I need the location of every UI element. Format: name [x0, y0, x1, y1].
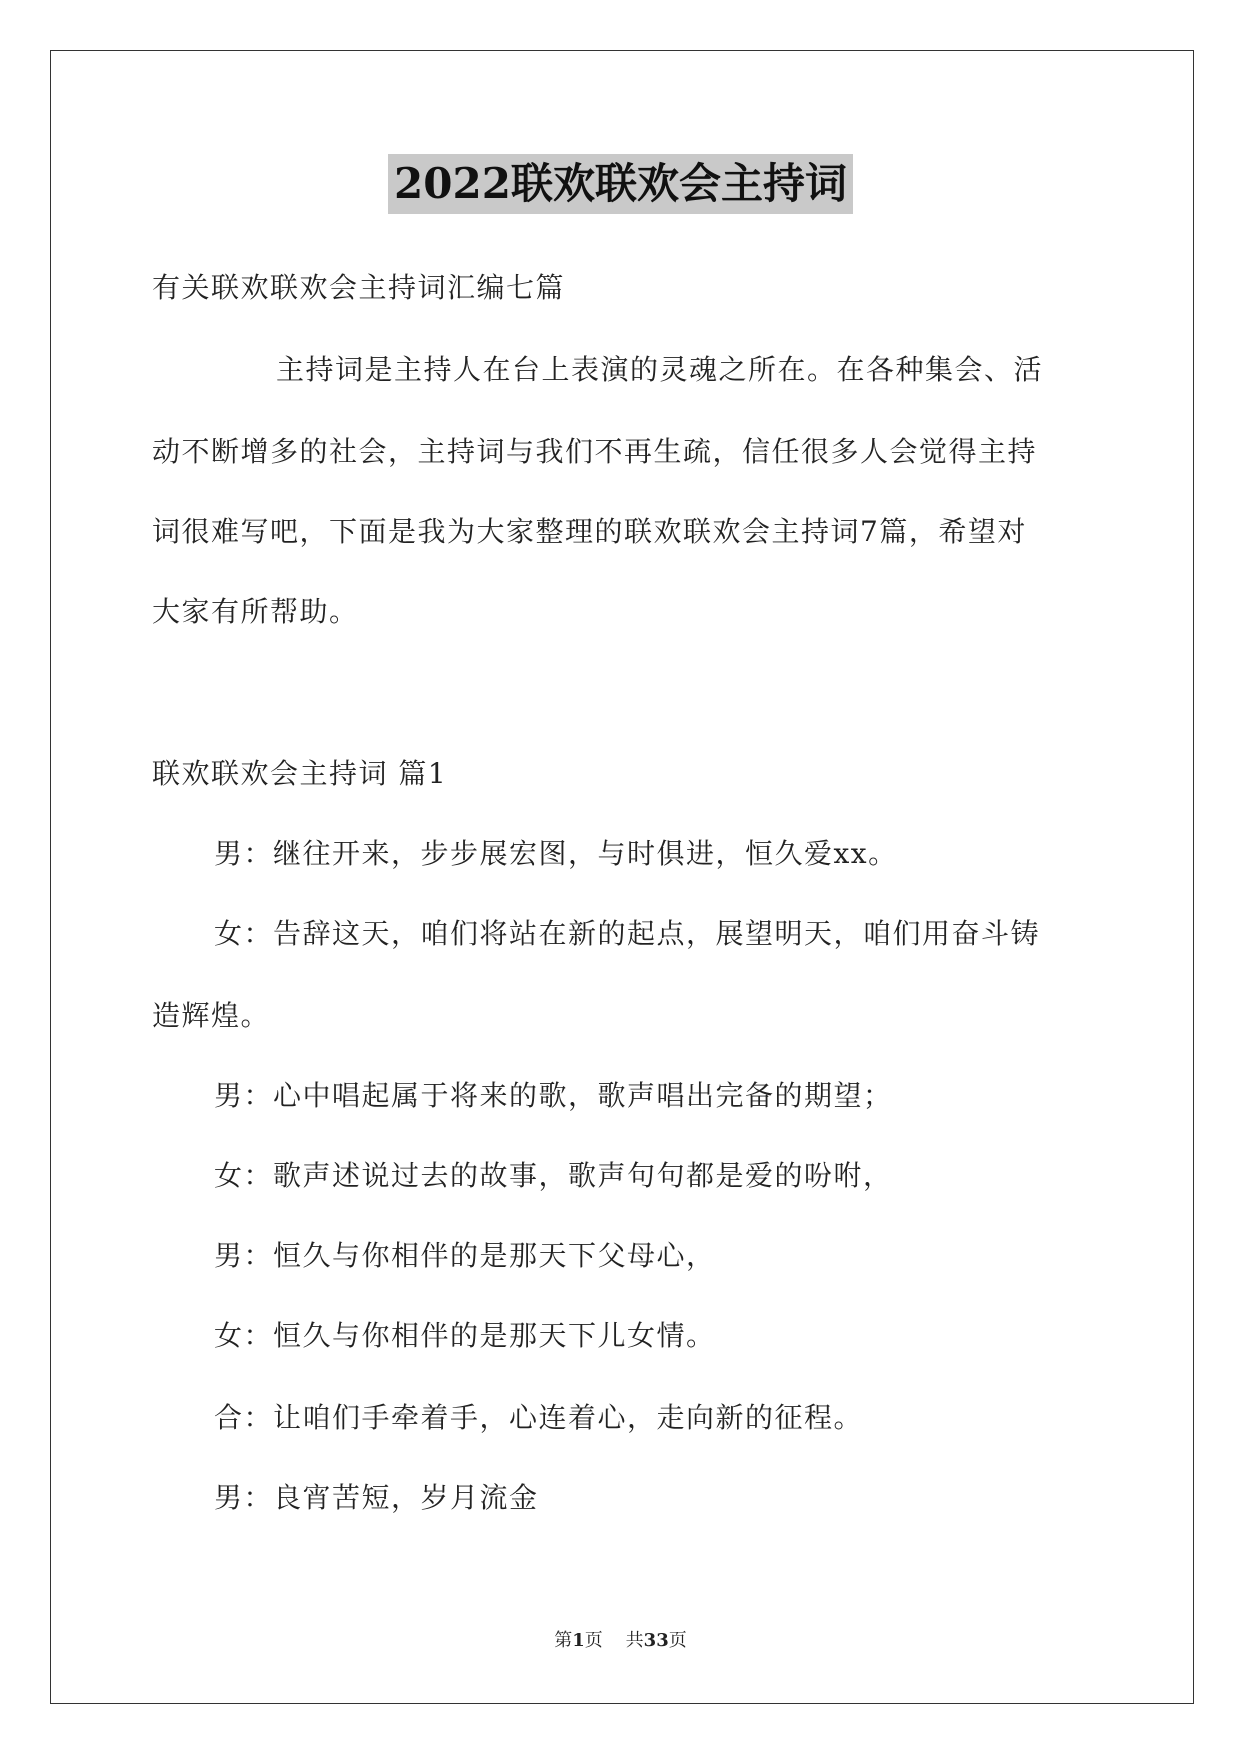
intro-line-4: 大家有所帮助。 — [152, 595, 359, 628]
body-line-4: 男：心中唱起属于将来的歌，歌声唱出完备的期望； — [214, 1079, 893, 1112]
intro-line-3: 词很难写吧，下面是我为大家整理的联欢联欢会主持词7篇，希望对 — [152, 515, 1027, 548]
body-line-2: 女：告辞这天，咱们将站在新的起点，展望明天，咱们用奋斗铸 — [214, 917, 1041, 950]
footer-total-pages: 33 — [643, 1630, 669, 1651]
section-heading: 联欢联欢会主持词 篇1 — [152, 757, 448, 790]
body-line-7: 女：恒久与你相伴的是那天下儿女情。 — [214, 1319, 716, 1352]
body-line-1: 男：继往开来，步步展宏图，与时俱进，恒久爱xx。 — [214, 837, 898, 870]
document-title: 2022联欢联欢会主持词 — [388, 154, 853, 214]
body-line-8: 合：让咱们手牵着手，心连着心，走向新的征程。 — [214, 1401, 864, 1434]
title-container — [0, 154, 1241, 214]
body-line-6: 男：恒久与你相伴的是那天下父母心， — [214, 1239, 716, 1272]
body-line-5: 女：歌声述说过去的故事，歌声句句都是爱的吩咐， — [214, 1159, 893, 1192]
footer-prefix: 第 — [554, 1630, 573, 1651]
footer-mid: 页 共 — [584, 1630, 644, 1651]
intro-line-2: 动不断增多的社会，主持词与我们不再生疏，信任很多人会觉得主持 — [152, 435, 1038, 468]
footer-current-page: 1 — [572, 1630, 585, 1651]
intro-line-1: 主持词是主持人在台上表演的灵魂之所在。在各种集会、活 — [276, 353, 1044, 386]
body-line-3: 造辉煌。 — [152, 999, 271, 1032]
document-subtitle: 有关联欢联欢会主持词汇编七篇 — [152, 271, 566, 304]
page-footer — [0, 1626, 1241, 1652]
body-line-9: 男：良宵苦短，岁月流金 — [214, 1481, 539, 1514]
footer-suffix: 页 — [668, 1630, 687, 1651]
